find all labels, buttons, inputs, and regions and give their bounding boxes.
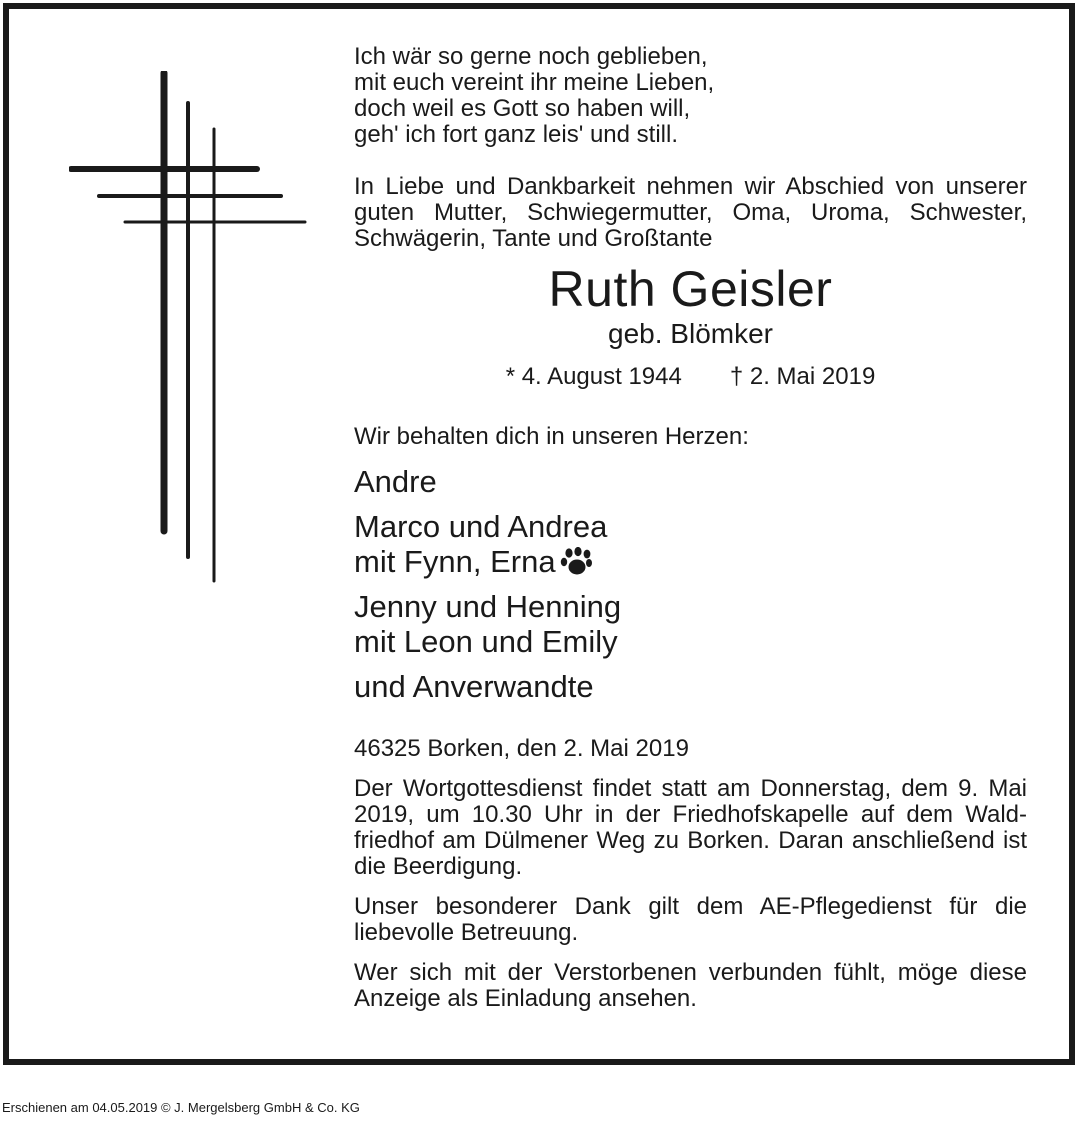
invitation-text: Wer sich mit der Verstorbenen verbunden fühlt, möge diese Anzeige als Einladung ansehen.	[354, 959, 1027, 1012]
poem-line: geh' ich fort ganz leis' und still.	[354, 121, 678, 148]
poem-line: Ich wär so gerne noch geblieben,	[354, 43, 708, 70]
family-line: Jenny und Henning	[354, 589, 622, 624]
birth-date: * 4. August 1944	[505, 363, 682, 390]
deceased-name: Ruth Geisler	[548, 261, 833, 317]
cross-icon	[69, 71, 314, 591]
poem	[354, 44, 1027, 148]
publication-footer: Erschienen am 04.05.2019 © J. Mergelsberg GmbH & Co. KG	[2, 1100, 360, 1115]
paw-print-icon	[560, 547, 594, 577]
life-dates	[354, 364, 1027, 390]
death-date: † 2. Mai 2019	[729, 363, 876, 390]
family-line	[354, 544, 1027, 579]
family-line: und Anverwandte	[354, 669, 594, 704]
remember-line: Wir behalten dich in unseren Herzen:	[354, 423, 749, 450]
poem-line: mit euch vereint ihr meine Lieben,	[354, 69, 715, 96]
family-group	[354, 589, 1027, 659]
family-line: Marco und Andrea	[354, 509, 608, 544]
thanks-text: Unser besonderer Dank gilt dem AE-Pflegedienst für die liebevolle Betreuung.	[354, 893, 1027, 946]
intro-text: In Liebe und Dankbarkeit nehmen wir Abschied von unserer guten Mutter, Schwiegermutter, Oma, Uroma, Schwester, Schwägerin, Tante und Großtante	[354, 173, 1027, 252]
family-line: Andre	[354, 464, 437, 499]
family-line: mit Leon und Emily	[354, 624, 618, 659]
obituary-content	[354, 44, 1027, 1012]
family-group	[354, 509, 1027, 579]
family-group	[354, 669, 1027, 704]
birth-name: geb. Blömker	[608, 318, 773, 349]
service-info: Der Wortgottesdienst findet statt am Donnerstag, dem 9. Mai 2019, um 10.30 Uhr in der Friedhofskapelle auf dem Wald-friedhof am Dülmener Weg zu Borken. Daran anschließend ist die Beerdigung.	[354, 775, 1027, 880]
family-group	[354, 464, 1027, 499]
family-line-text: mit Fynn, Erna	[354, 544, 556, 579]
place-date: 46325 Borken, den 2. Mai 2019	[354, 735, 689, 762]
poem-line: doch weil es Gott so haben will,	[354, 95, 691, 122]
